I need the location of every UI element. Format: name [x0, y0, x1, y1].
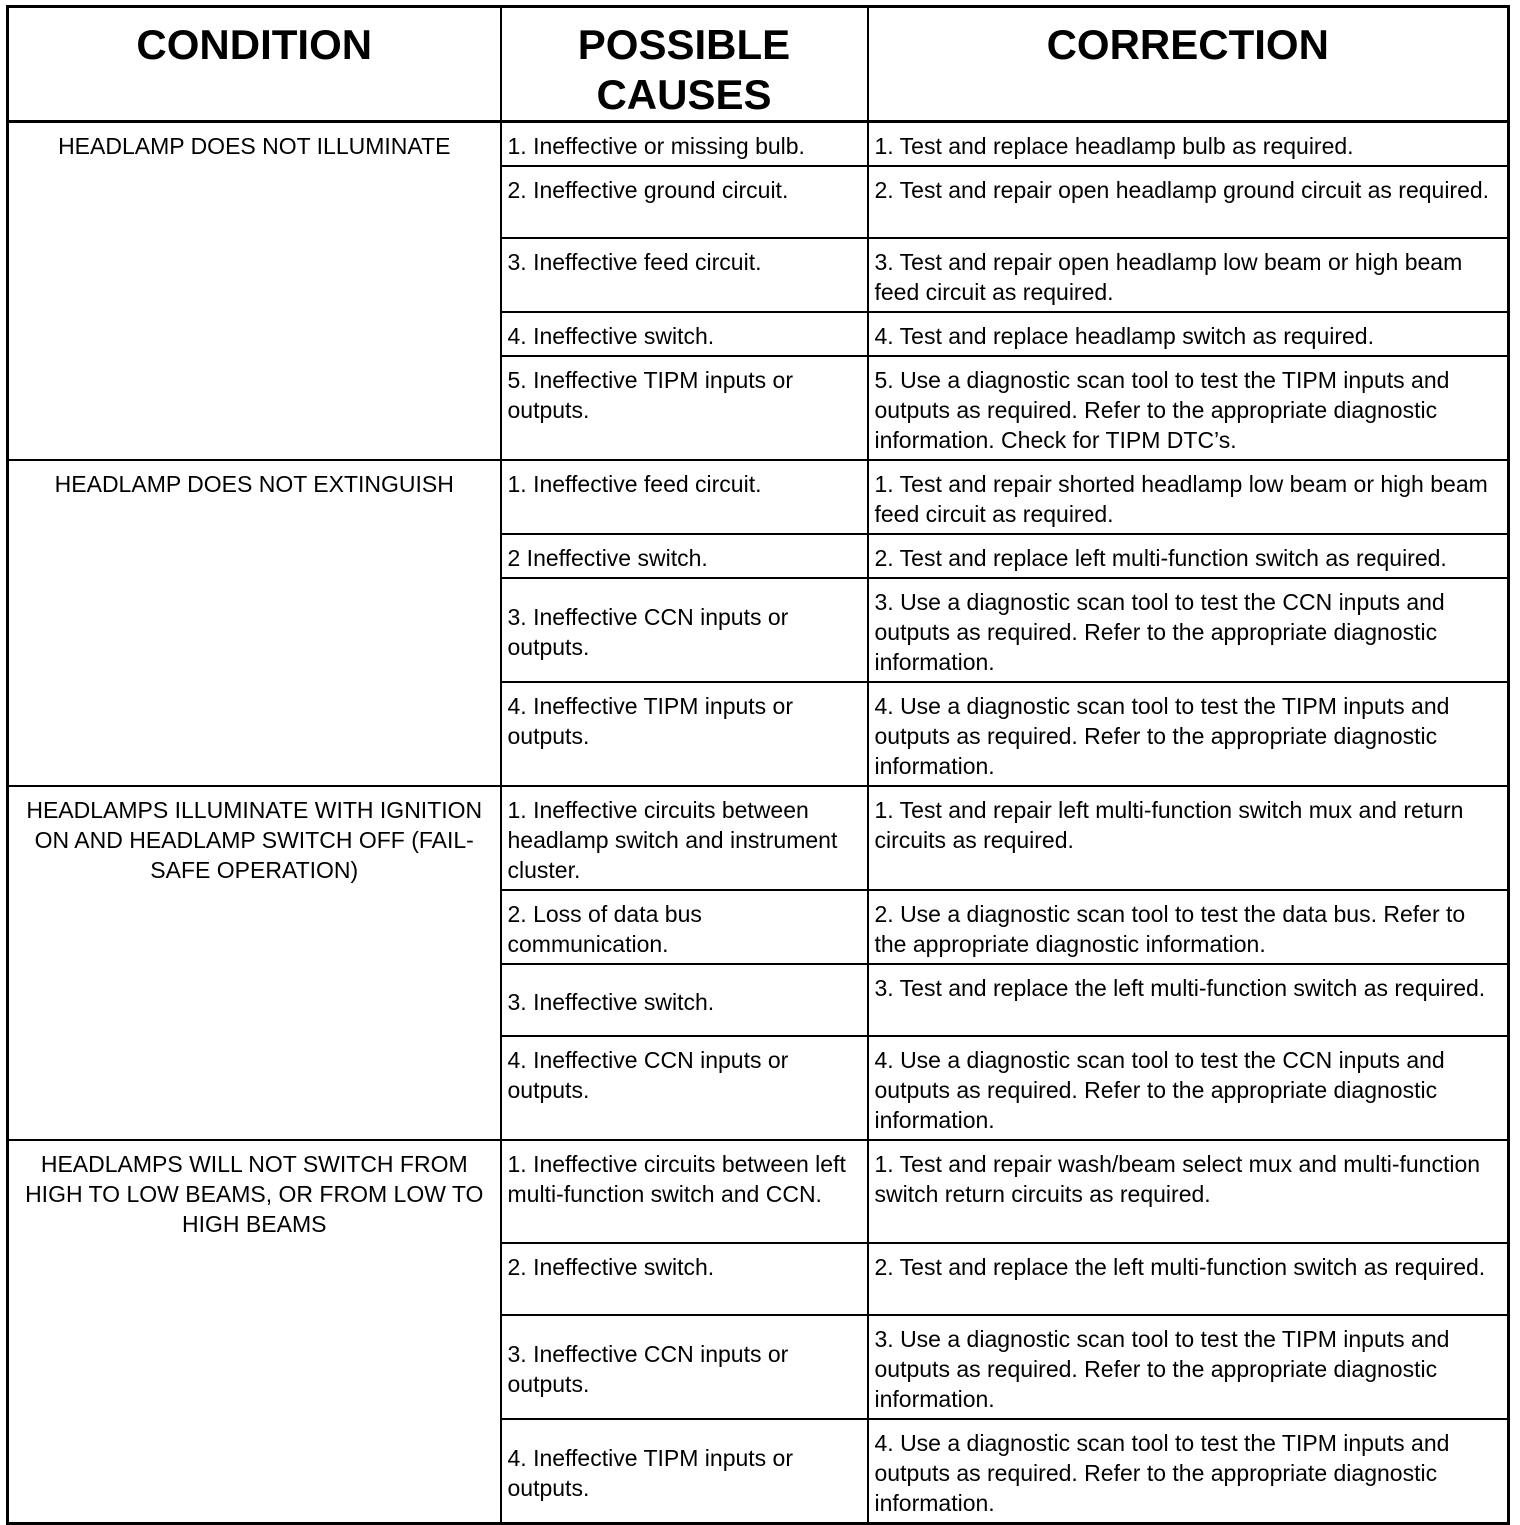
- diagnosis-table: [6, 5, 1510, 1525]
- correction-cell: 5. Use a diagnostic scan tool to test the TIPM inputs and outputs as required. Refer to the appropriate diagnostic information. Check for TIPM DTC’s.: [868, 356, 1509, 460]
- cause-cell: 4. Ineffective CCN inputs or outputs.: [501, 1036, 868, 1140]
- cause-cell: 3. Ineffective CCN inputs or outputs.: [501, 1315, 868, 1419]
- cause-cell: 4. Ineffective TIPM inputs or outputs.: [501, 682, 868, 786]
- correction-cell: 2. Test and replace left multi-function switch as required.: [868, 534, 1509, 578]
- correction-cell: 1. Test and repair wash/beam select mux and multi-function switch return circuits as required.: [868, 1140, 1509, 1243]
- table-row: [8, 786, 1509, 890]
- cause-cell: 5. Ineffective TIPM inputs or outputs.: [501, 356, 868, 460]
- condition-cell: HEADLAMPS WILL NOT SWITCH FROM HIGH TO LOW BEAMS, OR FROM LOW TO HIGH BEAMS: [8, 1140, 501, 1524]
- correction-cell: 1. Test and repair shorted headlamp low beam or high beam feed circuit as required.: [868, 460, 1509, 534]
- correction-cell: 3. Test and replace the left multi-function switch as required.: [868, 964, 1509, 1036]
- cause-cell: 2 Ineffective switch.: [501, 534, 868, 578]
- condition-cell: HEADLAMPS ILLUMINATE WITH IGNITION ON AND HEADLAMP SWITCH OFF (FAIL-SAFE OPERATION): [8, 786, 501, 1140]
- table-row: [8, 122, 1509, 167]
- correction-cell: 3. Use a diagnostic scan tool to test the TIPM inputs and outputs as required. Refer to the appropriate diagnostic information.: [868, 1315, 1509, 1419]
- cause-cell: 3. Ineffective switch.: [501, 964, 868, 1036]
- header-possible-causes: POSSIBLE CAUSES: [501, 7, 868, 122]
- correction-cell: 4. Use a diagnostic scan tool to test the TIPM inputs and outputs as required. Refer to the appropriate diagnostic information.: [868, 1419, 1509, 1524]
- cause-cell: 1. Ineffective or missing bulb.: [501, 122, 868, 167]
- correction-cell: 1. Test and repair left multi-function switch mux and return circuits as required.: [868, 786, 1509, 890]
- correction-cell: 2. Test and repair open headlamp ground circuit as required.: [868, 166, 1509, 238]
- condition-cell: HEADLAMP DOES NOT ILLUMINATE: [8, 122, 501, 461]
- cause-cell: 1. Ineffective circuits between headlamp switch and instrument cluster.: [501, 786, 868, 890]
- cause-cell: 4. Ineffective TIPM inputs or outputs.: [501, 1419, 868, 1524]
- cause-cell: 2. Ineffective switch.: [501, 1243, 868, 1315]
- correction-cell: 3. Use a diagnostic scan tool to test the CCN inputs and outputs as required. Refer to the appropriate diagnostic information.: [868, 578, 1509, 682]
- header-condition: CONDITION: [8, 7, 501, 122]
- cause-cell: 2. Loss of data bus communication.: [501, 890, 868, 964]
- cause-cell: 4. Ineffective switch.: [501, 312, 868, 356]
- condition-cell: HEADLAMP DOES NOT EXTINGUISH: [8, 460, 501, 786]
- correction-cell: 2. Test and replace the left multi-function switch as required.: [868, 1243, 1509, 1315]
- cause-cell: 3. Ineffective CCN inputs or outputs.: [501, 578, 868, 682]
- header-correction: CORRECTION: [868, 7, 1509, 122]
- correction-cell: 1. Test and replace headlamp bulb as required.: [868, 122, 1509, 167]
- table-row: [8, 460, 1509, 534]
- correction-cell: 4. Use a diagnostic scan tool to test the TIPM inputs and outputs as required. Refer to the appropriate diagnostic information.: [868, 682, 1509, 786]
- cause-cell: 2. Ineffective ground circuit.: [501, 166, 868, 238]
- cause-cell: 3. Ineffective feed circuit.: [501, 238, 868, 312]
- correction-cell: 2. Use a diagnostic scan tool to test the data bus. Refer to the appropriate diagnostic information.: [868, 890, 1509, 964]
- correction-cell: 3. Test and repair open headlamp low beam or high beam feed circuit as required.: [868, 238, 1509, 312]
- correction-cell: 4. Use a diagnostic scan tool to test the CCN inputs and outputs as required. Refer to the appropriate diagnostic information.: [868, 1036, 1509, 1140]
- header-row: [8, 7, 1509, 122]
- correction-cell: 4. Test and replace headlamp switch as required.: [868, 312, 1509, 356]
- cause-cell: 1. Ineffective circuits between left multi-function switch and CCN.: [501, 1140, 868, 1243]
- cause-cell: 1. Ineffective feed circuit.: [501, 460, 868, 534]
- table-row: [8, 1140, 1509, 1243]
